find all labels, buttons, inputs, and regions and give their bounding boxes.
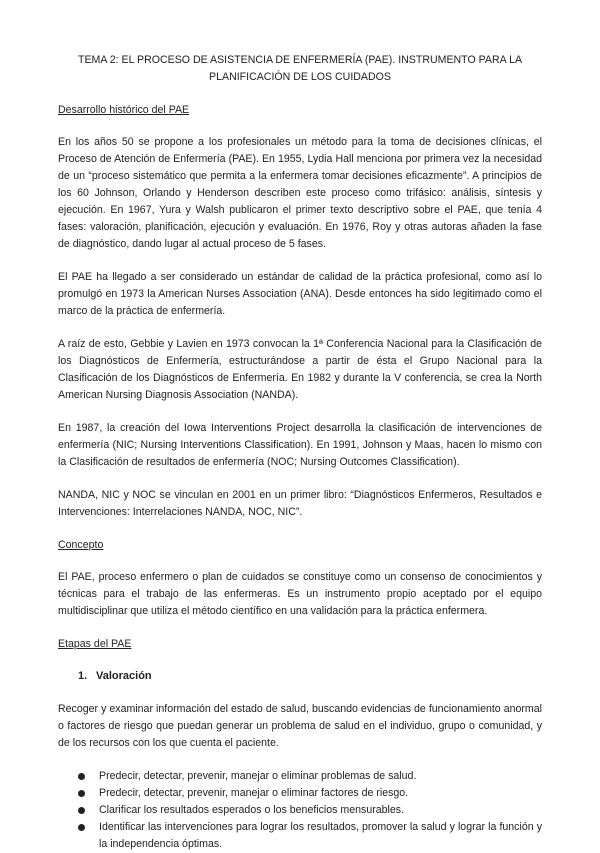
bullet-icon <box>78 824 85 831</box>
list-item <box>58 785 542 802</box>
paragraph-historia-2: El PAE ha llegado a ser considerado un estándar de calidad de la práctica profesional, como así lo promulgó en 1973 la American Nurses Association (ANA). Desde entonces ha sido legitimado como el marco de la práctica de enfermería. <box>58 271 542 317</box>
paragraph-concepto: El PAE, proceso enfermero o plan de cuidados se constituye como un consenso de conocimientos y técnicas para el trabajo de las enfermeras. Es un instrumento propio aceptado por el equipo multidisciplinar que utiliza el método científico en una validación para la práctica enfermera. <box>58 571 542 617</box>
list-item-text: Identificar las intervenciones para lograr los resultados, promover la salud y lograr la función y la independencia óptimas. <box>99 821 542 850</box>
bullet-icon <box>78 773 85 780</box>
bullet-icon <box>78 790 85 797</box>
section-heading-historia: Desarrollo histórico del PAE <box>58 104 190 116</box>
paragraph-valoracion: Recoger y examinar información del estado de salud, buscando evidencias de funcionamiento anormal o factores de riesgo que puedan generar un problema de salud en el individuo, grupo o comunidad, y de los recursos con los que cuenta el paciente. <box>58 703 542 749</box>
bullet-list <box>58 768 542 853</box>
paragraph-historia-1: En los años 50 se propone a los profesionales un método para la toma de decisiones clínicas, el Proceso de Atención de Enfermería (PAE). En 1955, Lydia Hall menciona por primera vez la necesidad de un “proceso sistemático que permita a la enfermera tomar decisiones eficazmente”. A principios de los 60 Johnson, Orlando y Henderson describen este proceso como trifásico: análisis, síntesis y ejecución. En 1967, Yura y Walsh publicaron el primer texto descriptivo sobre el PAE, que tenía 4 fases: valoración, planificación, ejecución y evaluación. En 1976, Roy y otras autoras añaden la fase de diagnóstico, dando lugar al actual proceso de 5 fases. <box>58 136 542 250</box>
bullet-icon <box>78 807 85 814</box>
paragraph-historia-5: NANDA, NIC y NOC se vinculan en 2001 en un primer libro: “Diagnósticos Enfermeros, Resultados e Intervenciones: Interrelaciones NANDA, NOC, NIC”. <box>58 489 542 518</box>
document-content <box>58 52 542 853</box>
document-title: TEMA 2: EL PROCESO DE ASISTENCIA DE ENFERMERÍA (PAE). INSTRUMENTO PARA LA PLANIFICACIÓN DE LOS CUIDADOS <box>77 54 523 83</box>
step-title: Valoración <box>96 670 152 682</box>
list-item <box>58 802 542 819</box>
list-item-text: Predecir, detectar, prevenir, manejar o eliminar problemas de salud. <box>99 770 417 782</box>
list-item-text: Clarificar los resultados esperados o los beneficios mensurables. <box>99 804 405 816</box>
paragraph-historia-3: A raíz de esto, Gebbie y Lavien en 1973 convocan la 1ª Conferencia Nacional para la Clasificación de los Diagnósticos de Enfermería, estructurándose a partir de ésta el Grupo Nacional para la Clasificación de los Diagnósticos de Enfermería. En 1982 y durante la V conferencia, se crea la North American Nursing Diagnosis Association (NANDA). <box>58 338 542 401</box>
list-item <box>58 768 542 785</box>
paragraph-historia-4: En 1987, la creación del Iowa Interventions Project desarrolla la clasificación de intervenciones de enfermería (NIC; Nursing Interventions Classification). En 1991, Johnson y Maas, hacen lo mismo con la Clasificación de resultados de enfermería (NOC; Nursing Outcomes Classification). <box>58 422 542 468</box>
section-heading-etapas: Etapas del PAE <box>58 638 132 650</box>
step-number: 1. <box>78 670 88 682</box>
list-item-text: Predecir, detectar, prevenir, manejar o eliminar factores de riesgo. <box>99 787 409 799</box>
section-heading-concepto: Concepto <box>58 539 104 551</box>
step-heading-valoracion <box>78 668 542 685</box>
